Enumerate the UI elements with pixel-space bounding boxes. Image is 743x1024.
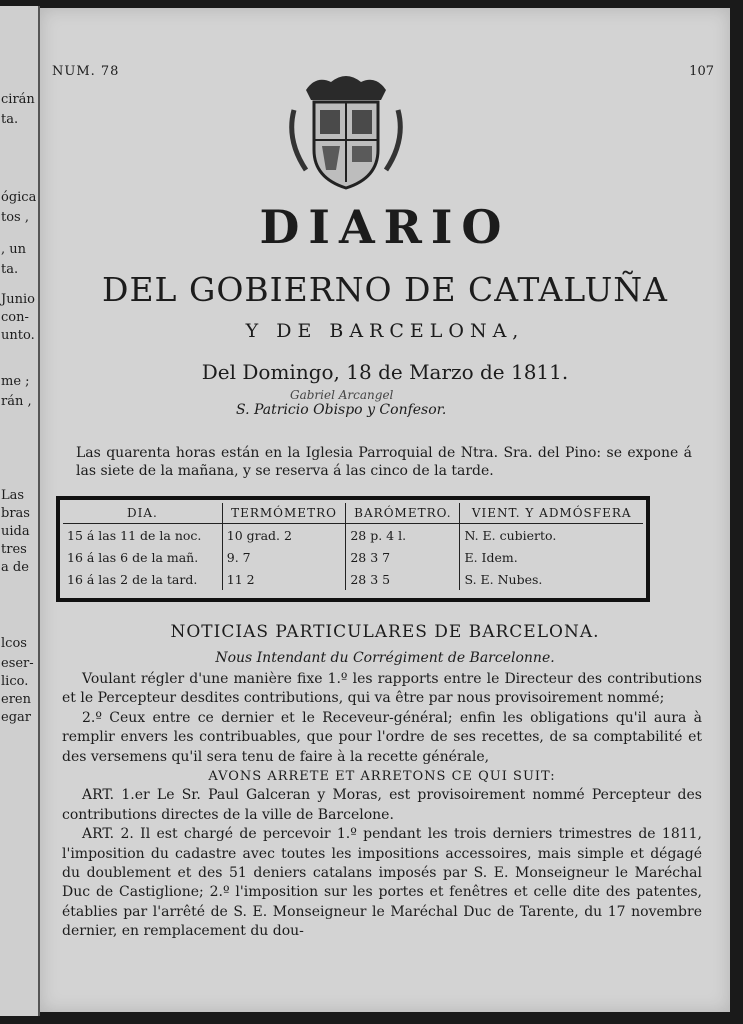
section-subtitle: Nous Intendant du Corrégiment de Barcelonne.	[215, 650, 555, 666]
cell-term: 9. 7	[222, 546, 346, 568]
margin-fragment: egar	[1, 710, 31, 725]
adjacent-page-edge	[0, 6, 40, 1016]
cell-viento: S. E. Nubes.	[460, 568, 643, 590]
margin-fragment: uida	[1, 524, 30, 539]
col-barometro: BARÓMETRO.	[346, 503, 460, 524]
cell-baro: 28 3 5	[346, 568, 460, 590]
cell-viento: N. E. cubierto.	[460, 524, 643, 547]
weather-table	[56, 496, 650, 602]
masthead-subtitle: DEL GOBIERNO DE CATALUÑA	[102, 270, 668, 309]
margin-fragment: con-	[1, 310, 29, 325]
margin-fragment: rán ,	[1, 394, 32, 409]
cell-dia: 16 á las 2 de la tard.	[67, 571, 198, 587]
margin-fragment: , un	[1, 242, 27, 257]
margin-fragment: ógica	[1, 190, 37, 205]
margin-fragment: lico.	[1, 674, 29, 689]
cell-baro: 28 3 7	[346, 546, 460, 568]
masthead-title: DIARIO	[259, 200, 511, 254]
paragraph: ART. 1.er Le Sr. Paul Galceran y Moras, est provisoirement nommé Percepteur des contributions directes de la ville de Barcelone.	[62, 787, 702, 823]
margin-fragment: Las	[1, 488, 25, 503]
cell-dia: 16 á las 6 de la mañ.	[67, 549, 199, 565]
margin-fragment: cirán	[1, 92, 35, 107]
table-row	[63, 546, 643, 568]
cell-term: 10 grad. 2	[222, 524, 346, 547]
margin-fragment: ta.	[1, 112, 19, 127]
masthead-subtitle-2: Y DE BARCELONA,	[245, 320, 525, 342]
intro-paragraph: Las quarenta horas están en la Iglesia Parroquial de Ntra. Sra. del Pino: se expone á las siete de la mañana, y se reserva á las cinco de la tarde.	[76, 445, 692, 479]
margin-fragment: eren	[1, 692, 31, 707]
col-dia: DIA.	[63, 503, 222, 524]
section-title: NOTICIAS PARTICULARES DE BARCELONA.	[170, 622, 600, 642]
margin-fragment: tres	[1, 542, 27, 557]
page-number: 107	[689, 64, 714, 79]
paragraph: Voulant régler d'une manière fixe 1.º les rapports entre le Directeur des contributions et le Percepteur desdites contributions, qui va être par nous provisoirement nommé;	[62, 671, 702, 707]
margin-fragment: eser-	[1, 656, 34, 671]
paragraph-decree: AVONS ARRETE ET ARRETONS CE QUI SUIT:	[208, 769, 556, 785]
margin-fragment: Junio	[1, 292, 35, 307]
margin-fragment: ta.	[1, 262, 19, 277]
margin-fragment: unto.	[1, 328, 35, 343]
date-line: Del Domingo, 18 de Marzo de 1811.	[201, 360, 569, 384]
newspaper-page	[40, 8, 730, 1012]
margin-fragment: lcos	[1, 636, 27, 651]
paragraph: 2.º Ceux entre ce dernier et le Receveur-général; enfin les obligations qu'il aura à remplir envers les contribuables, que pour l'ordre de ses recettes, de sa comptabilité et des versemens qu'il sera tenu de faire à la recette générale,	[62, 709, 702, 765]
cell-term: 11 2	[222, 568, 346, 590]
table-row	[63, 568, 643, 590]
saint-of-day: S. Patricio Obispo y Confesor.	[236, 402, 447, 418]
cell-baro: 28 p. 4 l.	[346, 524, 460, 547]
issue-number: NUM. 78	[52, 64, 120, 79]
handwritten-annotation: Gabriel Arcangel	[290, 388, 394, 402]
col-termometro: TERMÓMETRO	[222, 503, 346, 524]
cell-viento: E. Idem.	[460, 546, 643, 568]
cell-dia: 15 á las 11 de la noc.	[67, 527, 202, 543]
article-body	[62, 670, 702, 942]
paragraph: ART. 2. Il est chargé de percevoir 1.º pendant les trois derniers trimestres de 1811, l'imposition du cadastre avec toutes les impositions accessoires, mais simple et dégagé du doublement et des 51 deniers catalans imposés par S. E. Monseigneur le Maréchal Duc de Castiglione; 2.º l'imposition sur les portes et fenêtres et celle dite des patentes, établies par l'arrêté de S. E. Monseigneur le Maréchal Duc de Tarente, du 17 novembre dernier, en remplacement du dou-	[62, 826, 702, 940]
table-row	[63, 524, 643, 547]
margin-fragment: me ;	[1, 374, 30, 389]
coat-of-arms-icon	[286, 70, 406, 192]
margin-fragment: bras	[1, 506, 30, 521]
col-viento: VIENT. Y ADMÓSFERA	[460, 503, 643, 524]
margin-fragment: a de	[1, 560, 29, 575]
margin-fragment: tos ,	[1, 210, 29, 225]
